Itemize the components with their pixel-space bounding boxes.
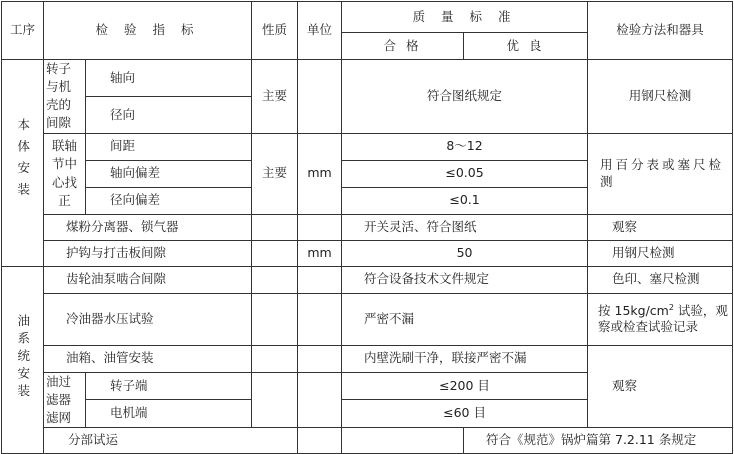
filter-motor-end: 电机端	[86, 400, 252, 428]
cooler-label: 冷油器水压试验	[44, 293, 252, 345]
subsection-unit	[342, 427, 464, 453]
guard-method: 用钢尺检测	[588, 240, 733, 266]
header-unit: 单位	[298, 2, 342, 60]
gear-pump-label: 齿轮油泵啮合间隙	[44, 266, 252, 293]
subsection-nature	[298, 427, 342, 453]
section-oil-install	[2, 266, 44, 453]
subsection-standard: 符合《规范》锅炉篇第 7.2.11 条规定	[464, 427, 733, 453]
rotor-gap-standard: 符合图纸规定	[342, 60, 588, 134]
section-subsection-test: 分部试运	[44, 427, 298, 453]
rotor-gap-radial: 径向	[86, 96, 252, 133]
coupling-spacing-standard: 8～12	[342, 133, 588, 160]
oil-tank-label: 油箱、油管安装	[44, 345, 252, 372]
header-qualified: 合 格	[342, 33, 464, 60]
header-indicator: 检 验 指 标	[44, 2, 252, 60]
rotor-gap-label: 转子与机壳的间隙	[44, 60, 86, 134]
section-body-install-label: 本体安装	[15, 117, 31, 204]
cooler-method-sup: 2	[668, 302, 674, 312]
guard-standard: 50	[342, 240, 588, 266]
coupling-axial-standard: ≤0.05	[342, 160, 588, 187]
coupling-unit: mm	[298, 133, 342, 214]
filter-motor-standard: ≤60 目	[342, 400, 588, 428]
separator-label: 煤粉分离器、锁气器	[44, 214, 252, 240]
section-body-install	[2, 60, 44, 267]
coupling-method: 用百分表或塞尺检测	[588, 133, 733, 214]
header-quality-standard: 质 量 标 准	[342, 2, 588, 33]
oil-tank-nature	[252, 345, 298, 372]
cooler-qualified: 严密不漏	[342, 293, 588, 345]
gear-pump-method: 色印、塞尺检测	[588, 266, 733, 293]
header-row-1	[2, 2, 733, 33]
separator-nature	[252, 214, 298, 240]
oil-tank-qualified: 内壁洗刷干净，联接严密不漏	[342, 345, 588, 372]
table-row	[2, 214, 733, 240]
coupling-label: 联轴节中心找正	[44, 133, 86, 214]
table-row	[2, 427, 733, 453]
filter-method: 观察	[588, 345, 733, 427]
cooler-method-suffix: 试验，观察或检查试验记录	[598, 302, 728, 335]
rotor-gap-nature: 主要	[252, 60, 298, 134]
separator-unit	[298, 214, 342, 240]
filter-rotor-standard: ≤200 目	[342, 372, 588, 400]
header-method: 检验方法和器具	[588, 2, 733, 60]
filter-unit	[298, 372, 342, 427]
guard-label: 护钩与打击板间隙	[44, 240, 252, 266]
guard-unit: mm	[298, 240, 342, 266]
inspection-table	[1, 1, 733, 454]
oil-tank-unit	[298, 345, 342, 372]
cooler-unit	[298, 293, 342, 345]
separator-qualified: 开关灵活、符合图纸	[342, 214, 588, 240]
separator-method: 观察	[588, 214, 733, 240]
header-process: 工序	[2, 2, 44, 60]
table-row	[2, 240, 733, 266]
filter-rotor-end: 转子端	[86, 372, 252, 400]
table-row	[2, 293, 733, 345]
cooler-nature	[252, 293, 298, 345]
section-oil-install-label: 油系统安装	[15, 313, 31, 402]
coupling-axial-dev: 轴向偏差	[86, 160, 252, 187]
coupling-nature: 主要	[252, 133, 298, 214]
header-nature: 性质	[252, 2, 298, 60]
coupling-radial-dev: 径向偏差	[86, 187, 252, 214]
table-row	[2, 345, 733, 372]
gear-pump-qualified: 符合设备技术文件规定	[342, 266, 588, 293]
cooler-method	[588, 293, 733, 345]
coupling-radial-standard: ≤0.1	[342, 187, 588, 214]
filter-label: 油过滤器滤网	[44, 372, 86, 427]
rotor-gap-axial: 轴向	[86, 60, 252, 97]
table-row	[2, 60, 733, 97]
gear-pump-nature	[252, 266, 298, 293]
rotor-gap-method: 用钢尺检测	[588, 60, 733, 134]
guard-nature	[252, 240, 298, 266]
header-excellent: 优 良	[464, 33, 588, 60]
gear-pump-unit	[298, 266, 342, 293]
rotor-gap-unit	[298, 60, 342, 134]
cooler-method-prefix: 按 15kg/cm	[598, 302, 669, 318]
table-row	[2, 266, 733, 293]
coupling-spacing: 间距	[86, 133, 252, 160]
table-row	[2, 133, 733, 160]
filter-nature	[252, 372, 298, 427]
